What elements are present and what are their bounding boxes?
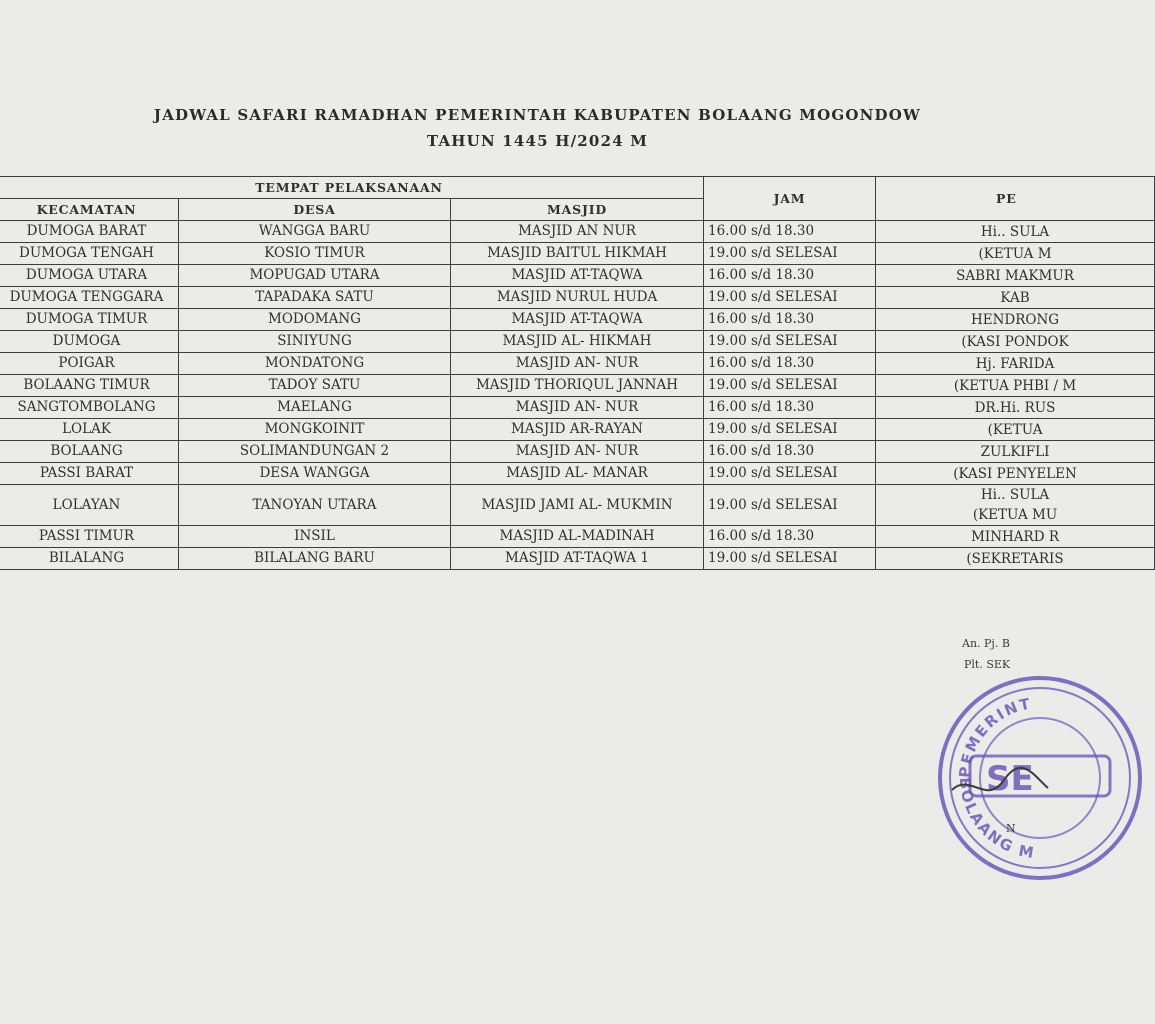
cell-kecamatan: LOLAK: [0, 419, 179, 441]
pejabat-line: (KETUA PHBI / M: [953, 377, 1077, 394]
pejabat-line: Hi.. SULA: [980, 487, 1050, 503]
table-row: [0, 441, 1155, 463]
table-row: [0, 526, 1155, 548]
signature-line-1: An. Pj. B: [962, 637, 1010, 650]
cell-jam: 16.00 s/d 18.30: [704, 309, 876, 331]
cell-masjid: MASJID AT-TAQWA: [451, 309, 704, 331]
pejabat-line: (KETUA M: [978, 245, 1052, 262]
pejabat-line: (KASI PENYELEN: [953, 465, 1077, 482]
cell-masjid: MASJID AT-TAQWA: [451, 265, 704, 287]
pejabat-line: SABRI MAKMUR: [956, 267, 1074, 284]
pejabat-line: Hj. FARIDA: [975, 355, 1055, 372]
cell-pejabat: [876, 397, 1155, 419]
cell-pejabat: [876, 331, 1155, 353]
cell-pejabat: [876, 548, 1155, 570]
cell-masjid: MASJID AL- HIKMAH: [451, 331, 704, 353]
header-tempat-pelaksanaan: TEMPAT PELAKSANAAN: [0, 177, 704, 199]
cell-jam: 19.00 s/d SELESAI: [704, 463, 876, 485]
cell-jam: 16.00 s/d 18.30: [704, 526, 876, 548]
cell-kecamatan: PASSI TIMUR: [0, 526, 179, 548]
cell-masjid: MASJID AL- MANAR: [451, 463, 704, 485]
cell-desa: MONDATONG: [179, 353, 451, 375]
cell-masjid: MASJID AT-TAQWA 1: [451, 548, 704, 570]
cell-masjid: MASJID THORIQUL JANNAH: [451, 375, 704, 397]
cell-desa: TAPADAKA SATU: [179, 287, 451, 309]
header-jam: JAM: [704, 177, 876, 221]
cell-desa: MODOMANG: [179, 309, 451, 331]
table-row: [0, 221, 1155, 243]
cell-pejabat: [876, 287, 1155, 309]
cell-kecamatan: DUMOGA TENGAH: [0, 243, 179, 265]
cell-kecamatan: DUMOGA TIMUR: [0, 309, 179, 331]
cell-desa: BILALANG BARU: [179, 548, 451, 570]
stamp-text-bottom: BOLAANG M: [955, 776, 1037, 863]
pejabat-line: HENDRONG: [970, 311, 1060, 328]
table-row: [0, 375, 1155, 397]
cell-jam: 16.00 s/d 18.30: [704, 441, 876, 463]
document-title: JADWAL SAFARI RAMADHAN PEMERINTAH KABUPATEN BOLAANG MOGONDOW: [153, 106, 922, 124]
cell-pejabat: [876, 526, 1155, 548]
cell-desa: SINIYUNG: [179, 331, 451, 353]
table-row: [0, 397, 1155, 419]
pejabat-line: ZULKIFLI: [980, 443, 1050, 460]
signature-line-3: N: [1006, 822, 1016, 835]
cell-jam: 16.00 s/d 18.30: [704, 397, 876, 419]
cell-kecamatan: DUMOGA: [0, 331, 179, 353]
table-row: [0, 331, 1155, 353]
cell-desa: WANGGA BARU: [179, 221, 451, 243]
table-row: [0, 265, 1155, 287]
cell-kecamatan: SANGTOMBOLANG: [0, 397, 179, 419]
cell-masjid: MASJID AN- NUR: [451, 441, 704, 463]
cell-desa: KOSIO TIMUR: [179, 243, 451, 265]
table-row: [0, 485, 1155, 526]
cell-desa: INSIL: [179, 526, 451, 548]
cell-kecamatan: BOLAANG TIMUR: [0, 375, 179, 397]
pejabat-line: MINHARD R: [971, 528, 1059, 545]
header-masjid: MASJID: [451, 199, 704, 221]
signature-line-2: Plt. SEK: [964, 658, 1011, 671]
cell-kecamatan: DUMOGA UTARA: [0, 265, 179, 287]
table-row: [0, 419, 1155, 441]
cell-kecamatan: DUMOGA BARAT: [0, 221, 179, 243]
cell-kecamatan: LOLAYAN: [0, 485, 179, 526]
cell-masjid: MASJID AN- NUR: [451, 353, 704, 375]
cell-masjid: MASJID AR-RAYAN: [451, 419, 704, 441]
pejabat-line: (SEKRETARIS: [966, 550, 1064, 567]
cell-kecamatan: PASSI BARAT: [0, 463, 179, 485]
header-pejabat: PE: [876, 177, 1155, 221]
cell-pejabat: [876, 221, 1155, 243]
cell-pejabat: [876, 265, 1155, 287]
pejabat-line: KAB: [1000, 289, 1030, 306]
cell-pejabat: [876, 463, 1155, 485]
table-row: [0, 243, 1155, 265]
schedule-table: [0, 176, 1155, 570]
cell-jam: 16.00 s/d 18.30: [704, 221, 876, 243]
cell-jam: 16.00 s/d 18.30: [704, 265, 876, 287]
stamp-text-center: SE: [986, 759, 1034, 799]
cell-jam: 19.00 s/d SELESAI: [704, 485, 876, 526]
cell-jam: 19.00 s/d SELESAI: [704, 375, 876, 397]
cell-desa: DESA WANGGA: [179, 463, 451, 485]
cell-kecamatan: BOLAANG: [0, 441, 179, 463]
cell-pejabat: [876, 243, 1155, 265]
cell-kecamatan: DUMOGA TENGGARA: [0, 287, 179, 309]
schedule-table-container: [0, 172, 1077, 612]
cell-masjid: MASJID JAMI AL- MUKMIN: [451, 485, 704, 526]
cell-desa: TANOYAN UTARA: [179, 485, 451, 526]
cell-desa: SOLIMANDUNGAN 2: [179, 441, 451, 463]
cell-jam: 19.00 s/d SELESAI: [704, 287, 876, 309]
cell-jam: 19.00 s/d SELESAI: [704, 548, 876, 570]
document-subtitle: TAHUN 1445 H/2024 M: [426, 132, 649, 150]
cell-jam: 16.00 s/d 18.30: [704, 353, 876, 375]
cell-pejabat: [876, 375, 1155, 397]
cell-jam: 19.00 s/d SELESAI: [704, 331, 876, 353]
header-kecamatan: KECAMATAN: [0, 199, 179, 221]
cell-masjid: MASJID NURUL HUDA: [451, 287, 704, 309]
cell-jam: 19.00 s/d SELESAI: [704, 243, 876, 265]
stamp-text-top: PEMERINT: [955, 694, 1034, 779]
table-row: [0, 287, 1155, 309]
pejabat-line: DR.Hi. RUS: [974, 399, 1056, 416]
cell-masjid: MASJID AN NUR: [451, 221, 704, 243]
cell-desa: MOPUGAD UTARA: [179, 265, 451, 287]
pejabat-line: Hi.. SULA: [980, 223, 1050, 240]
table-row: [0, 309, 1155, 331]
cell-kecamatan: BILALANG: [0, 548, 179, 570]
cell-masjid: MASJID AN- NUR: [451, 397, 704, 419]
table-row: [0, 548, 1155, 570]
table-row: [0, 353, 1155, 375]
cell-desa: MAELANG: [179, 397, 451, 419]
table-row: [0, 463, 1155, 485]
cell-pejabat: [876, 485, 1155, 526]
cell-pejabat: [876, 353, 1155, 375]
cell-pejabat: [876, 441, 1155, 463]
pejabat-line: (KETUA: [987, 421, 1043, 438]
cell-desa: TADOY SATU: [179, 375, 451, 397]
cell-pejabat: [876, 419, 1155, 441]
official-stamp: [930, 668, 1150, 888]
cell-pejabat: [876, 309, 1155, 331]
cell-jam: 19.00 s/d SELESAI: [704, 419, 876, 441]
cell-masjid: MASJID BAITUL HIKMAH: [451, 243, 704, 265]
cell-kecamatan: POIGAR: [0, 353, 179, 375]
cell-masjid: MASJID AL-MADINAH: [451, 526, 704, 548]
pejabat-line-2: (KETUA MU: [972, 507, 1058, 523]
pejabat-line: (KASI PONDOK: [961, 333, 1069, 350]
cell-desa: MONGKOINIT: [179, 419, 451, 441]
header-desa: DESA: [179, 199, 451, 221]
